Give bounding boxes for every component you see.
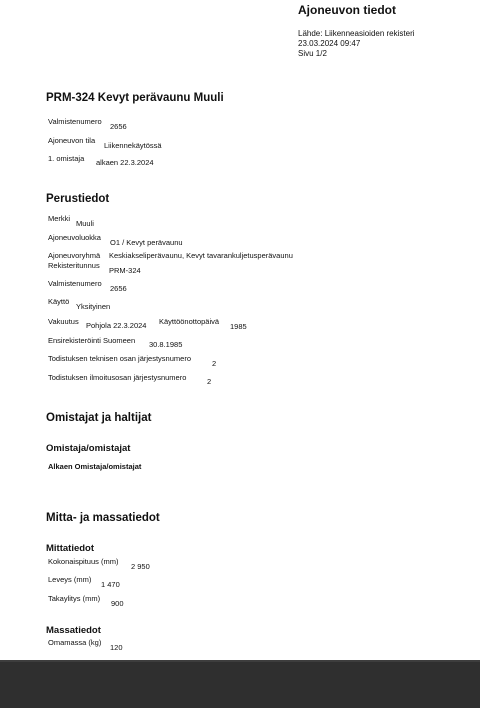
vehicle-group-label: Ajoneuvoryhmä bbox=[48, 251, 101, 260]
vehicle-status-value: Liikennekäytössä bbox=[104, 141, 162, 150]
mass-heading: Massatiedot bbox=[46, 625, 101, 636]
owners-subheading: Omistaja/omistajat bbox=[46, 443, 131, 454]
curb-mass-value: 120 bbox=[110, 643, 123, 652]
usage-value: Yksityinen bbox=[76, 302, 111, 311]
vehicle-serial-label: Valmistenumero bbox=[48, 117, 102, 126]
serial-value: 2656 bbox=[110, 284, 127, 293]
notification-part-label: Todistuksen ilmoitusosan järjestysnumero bbox=[48, 373, 187, 382]
notification-part-value: 2 bbox=[207, 377, 212, 386]
page-number: Sivu 1/2 bbox=[298, 49, 327, 58]
insurance-label: Vakuutus bbox=[48, 317, 79, 326]
vehicle-group-value: Keskiakseliperävaunu, Kevyt tavarankuljetusperävaunu bbox=[109, 251, 293, 260]
insurance-value: Pohjola 22.3.2024 bbox=[86, 321, 147, 330]
vehicle-status-label: Ajoneuvon tila bbox=[48, 136, 96, 145]
brand-value: Muuli bbox=[76, 219, 94, 228]
basic-info-heading: Perustiedot bbox=[46, 193, 110, 205]
first-owner-value: alkaen 22.3.2024 bbox=[96, 158, 154, 167]
vehicle-class-value: O1 / Kevyt perävaunu bbox=[110, 238, 183, 247]
registration-label: Rekisteritunnus bbox=[48, 261, 100, 270]
first-owner-label: 1. omistaja bbox=[48, 154, 85, 163]
bottom-bar-edge bbox=[0, 660, 480, 662]
owners-heading: Omistajat ja haltijat bbox=[46, 412, 152, 424]
owners-column-header: Alkaen Omistaja/omistajat bbox=[48, 462, 142, 471]
vehicle-class-label: Ajoneuvoluokka bbox=[48, 233, 101, 242]
document-title: Ajoneuvon tiedot bbox=[298, 3, 396, 17]
curb-mass-label: Omamassa (kg) bbox=[48, 638, 102, 647]
usage-label: Käyttö bbox=[48, 297, 70, 306]
datetime-line: 23.03.2024 09:47 bbox=[298, 39, 361, 48]
source-line: Lähde: Liikenneasioiden rekisteri bbox=[298, 29, 415, 38]
technical-part-label: Todistuksen teknisen osan järjestysnumero bbox=[48, 354, 191, 363]
dimensions-heading: Mittatiedot bbox=[46, 543, 95, 554]
commissioning-date-value: 1985 bbox=[230, 322, 247, 331]
length-value: 2 950 bbox=[131, 562, 150, 571]
registration-value: PRM-324 bbox=[109, 266, 141, 275]
commissioning-date-label: Käyttöönottopäivä bbox=[159, 317, 220, 326]
first-registration-value: 30.8.1985 bbox=[149, 340, 183, 349]
length-label: Kokonaispituus (mm) bbox=[48, 557, 119, 566]
vehicle-heading: PRM-324 Kevyt perävaunu Muuli bbox=[46, 92, 224, 104]
measures-heading: Mitta- ja massatiedot bbox=[46, 512, 160, 524]
width-value: 1 470 bbox=[101, 580, 120, 589]
technical-part-value: 2 bbox=[212, 359, 217, 368]
viewer-bottom-bar bbox=[0, 660, 480, 708]
first-registration-label: Ensirekisteröinti Suomeen bbox=[48, 336, 136, 345]
rear-overhang-value: 900 bbox=[111, 599, 124, 608]
serial-label: Valmistenumero bbox=[48, 279, 102, 288]
brand-label: Merkki bbox=[48, 214, 71, 223]
width-label: Leveys (mm) bbox=[48, 575, 92, 584]
vehicle-serial-value: 2656 bbox=[110, 122, 127, 131]
rear-overhang-label: Takaylitys (mm) bbox=[48, 594, 101, 603]
